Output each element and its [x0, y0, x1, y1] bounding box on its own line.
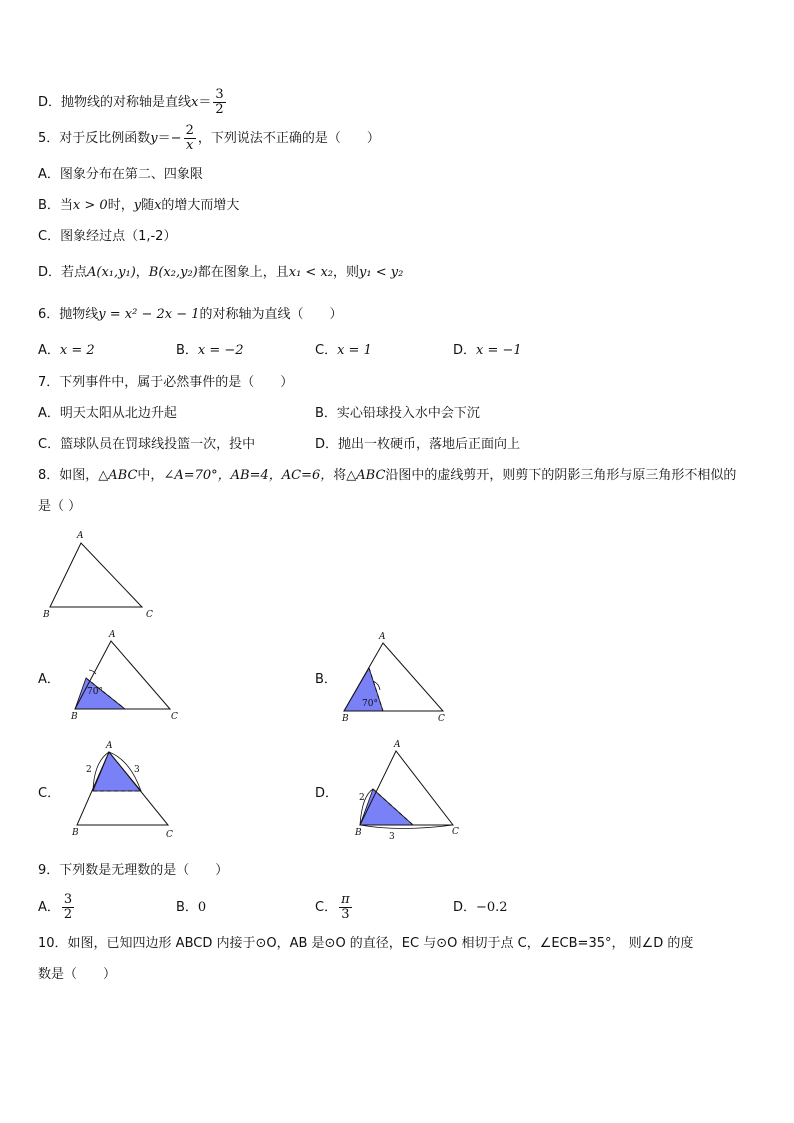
q9-stem: 9．下列数是无理数的是（ ） [38, 863, 229, 878]
q9-option-c: C． $\frac{\pi}{3}$ [315, 892, 350, 922]
svg-text:A: A [106, 741, 113, 751]
svg-text:B: B [71, 712, 78, 722]
fraction: $\frac{3}{2}$ [215, 87, 224, 117]
svg-text:B: B [342, 714, 349, 724]
q7-option-d: D．抛出一枚硬币，落地后正面向上 [315, 437, 521, 452]
q5-option-c: C．图象经过点（1,-2） [38, 229, 177, 244]
q6-option-b: B．x = −2 [176, 343, 244, 358]
q8-option-c: C． [38, 786, 61, 801]
q8-option-b: B． [315, 672, 337, 687]
fraction: $\frac{3}{2}$ [63, 892, 73, 922]
q8-option-d-figure [354, 740, 459, 842]
svg-text:C: C [146, 610, 153, 620]
svg-text:A: A [77, 531, 84, 541]
svg-text:A: A [379, 632, 386, 642]
svg-text:2: 2 [359, 793, 365, 803]
svg-text:C: C [438, 714, 445, 724]
svg-text:70°: 70° [87, 687, 103, 697]
svg-text:A: A [109, 630, 116, 640]
q7-option-b: B．实心铅球投入水中会下沉 [315, 406, 480, 421]
svg-text:C: C [452, 827, 459, 837]
q6-option-c: C．x = 1 [315, 343, 372, 358]
q9-option-b: B．0 [176, 900, 207, 915]
q10-stem-line2: 数是（ ） [38, 967, 117, 982]
q10-stem: 10．如图，已知四边形 ABCD 内接于⊙O，AB 是⊙O 的直径，EC 与⊙O 相切于点 C，∠ECB=35°， 则∠D 的度 [38, 936, 694, 951]
q8-option-b-figure [341, 632, 445, 724]
fraction: $\frac{2}{x}$ [185, 123, 194, 153]
q5-option-a: A．图象分布在第二、四象限 [38, 167, 203, 182]
svg-text:70°: 70° [362, 699, 378, 709]
q8-option-a: A． [38, 672, 60, 687]
svg-text:C: C [166, 830, 173, 840]
svg-text:A: A [394, 740, 401, 750]
q9-option-a: A． $\frac{3}{2}$ [38, 892, 73, 922]
q6-stem: 6．抛物线y = x² − 2x − 1的对称轴为直线（ ） [38, 307, 343, 322]
q7-option-c: C．篮球队员在罚球线投篮一次，投中 [38, 437, 256, 452]
q4-option-d: D．抛物线的对称轴是直线x＝ $\frac{3}{2}$ [38, 87, 224, 117]
q5-stem: 5．对于反比例函数y＝− $\frac{2}{x}$ ，下列说法不正确的是（ ） [38, 123, 380, 153]
svg-text:B: B [355, 828, 362, 838]
svg-text:B: B [72, 828, 79, 838]
fraction: $\frac{\pi}{3}$ [341, 892, 350, 922]
q7-stem: 7．下列事件中，属于必然事件的是（ ） [38, 375, 294, 390]
q5-option-b: B．当x > 0时，y随x的增大而增大 [38, 198, 240, 213]
svg-text:B: B [43, 610, 50, 620]
q8-option-a-figure [70, 630, 178, 722]
q5-option-d: D．若点A(x₁,y₁)，B(x₂,y₂)都在图象上，且x₁ < x₂，则y₁ < y₂ [38, 265, 404, 280]
q6-option-d: D．x = −1 [453, 343, 522, 358]
q8-option-c-figure [71, 741, 173, 840]
svg-text:C: C [171, 712, 178, 722]
q9-option-d: D．−0.2 [453, 900, 508, 915]
q8-stem-line2: 是（ ） [38, 499, 82, 514]
q8-option-d: D． [315, 786, 339, 801]
q7-option-a: A．明天太阳从北边升起 [38, 406, 177, 421]
svg-text:3: 3 [389, 832, 395, 842]
q8-stem: 8．如图，△ABC中，∠A=70°，AB=4，AC=6，将△ABC沿图中的虚线剪开，则剪下的阴影三角形与原三角形不相似的 [38, 468, 737, 483]
q6-option-a: A．x = 2 [38, 343, 95, 358]
q8-main-triangle [42, 531, 153, 620]
svg-text:3: 3 [134, 765, 140, 775]
svg-text:2: 2 [86, 765, 92, 775]
